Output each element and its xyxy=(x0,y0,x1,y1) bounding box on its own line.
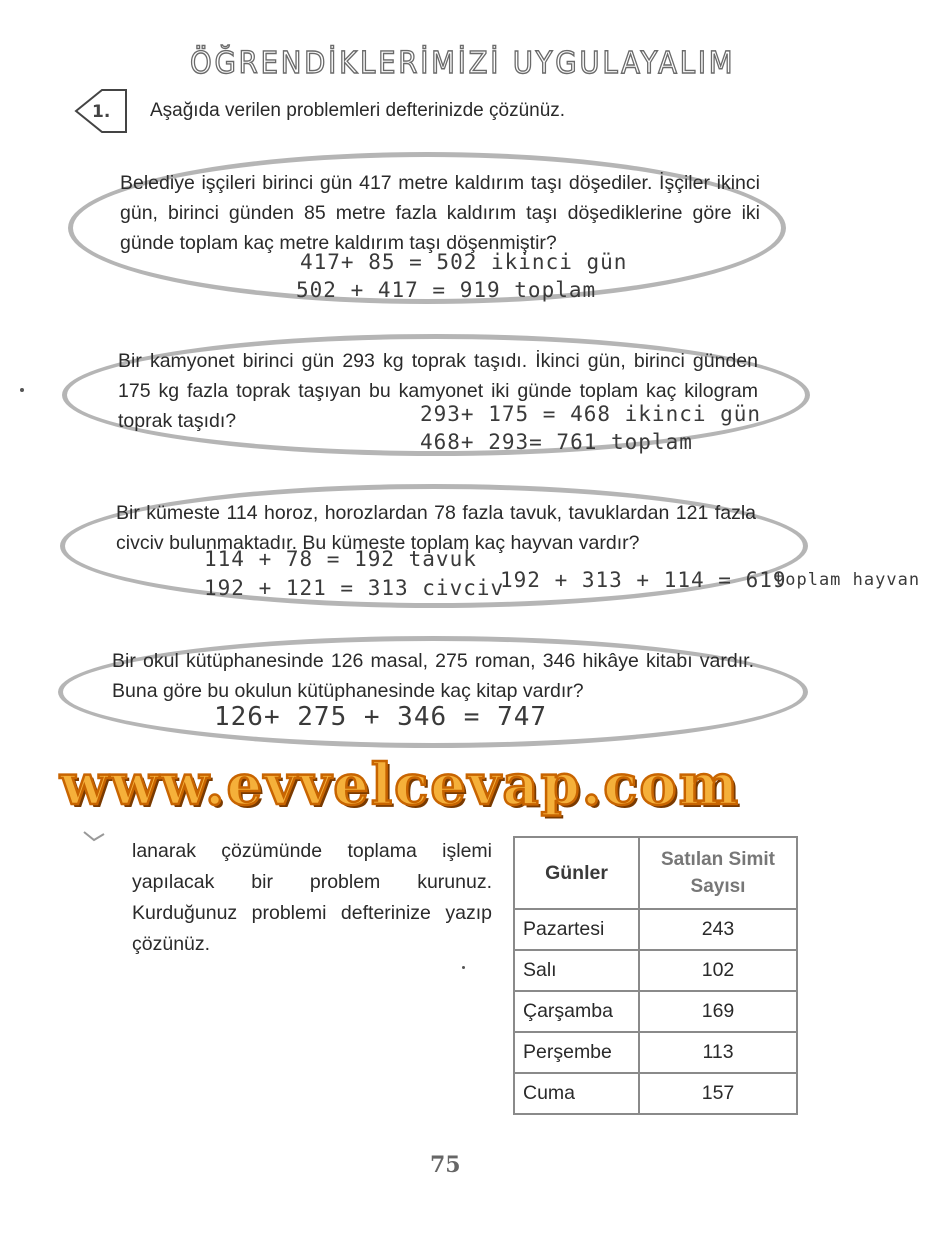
exercise-instruction: Aşağıda verilen problemleri defterinizde çözünüz. xyxy=(150,100,566,121)
handwritten-answer-3b: 192 + 121 = 313 civciv xyxy=(204,576,505,600)
problem-text-1: Belediye işçileri birinci gün 417 metre kaldırım taşı döşediler. İşçiler ikinci gün, birinci günden 85 metre fazla kaldırım taşı döşediklerine göre iki günde toplam kaç metre kaldırım taşı döşenmiştir? xyxy=(120,172,760,254)
table-header-count: Satılan Simit Sayısı xyxy=(639,837,797,909)
arrow-mark-icon xyxy=(82,828,106,844)
problem-text-3: Bir kümeste 114 horoz, horozlardan 78 fazla tavuk, tavuklardan 121 fazla civciv bulunmaktadır. Bu kümeste toplam kaç hayvan vardır? xyxy=(116,502,756,554)
handwritten-answer-1b: 502 + 417 = 919 toplam xyxy=(296,278,597,302)
handwritten-answer-3c: 192 + 313 + 114 = 619 xyxy=(500,568,787,592)
task-text: lanarak çözümünde toplama işlemi yapılacak bir problem kurunuz. Kurduğunuz problemi defterinize yazıp çözünüz. xyxy=(132,840,492,955)
exercise-number: 1. xyxy=(92,102,111,122)
simit-sales-table xyxy=(513,836,798,1115)
handwritten-answer-2a: 293+ 175 = 468 ikinci gün xyxy=(420,402,762,426)
table-cell-day: Perşembe xyxy=(514,1032,639,1073)
watermark-text: www.evvelcevap.com xyxy=(60,752,740,818)
problem-text-2: Bir kamyonet birinci gün 293 kg toprak taşıdı. İkinci gün, birinci günden 175 kg fazla toprak taşıyan bu kamyonet iki günde toplam kaç kilogram toprak taşıdı? xyxy=(118,350,758,432)
handwritten-answer-3d: toplam hayvan xyxy=(774,570,921,590)
table-header-days: Günler xyxy=(514,837,639,909)
scan-dot xyxy=(20,388,24,392)
table-cell-day: Salı xyxy=(514,950,639,991)
table-cell-value: 169 xyxy=(639,991,797,1032)
table-cell-value: 243 xyxy=(639,909,797,950)
table-cell-value: 102 xyxy=(639,950,797,991)
table-row xyxy=(514,950,797,991)
problem-text-4: Bir okul kütüphanesinde 126 masal, 275 roman, 346 hikâye kitabı vardır. Buna göre bu okulun kütüphanesinde kaç kitap vardır? xyxy=(112,650,754,702)
table-cell-value: 157 xyxy=(639,1073,797,1114)
exercise-number-badge xyxy=(70,86,150,136)
handwritten-answer-4: 126+ 275 + 346 = 747 xyxy=(214,702,548,732)
table-cell-day: Pazartesi xyxy=(514,909,639,950)
table-row xyxy=(514,909,797,950)
handwritten-answer-2b: 468+ 293= 761 toplam xyxy=(420,430,693,454)
handwritten-answer-1a: 417+ 85 = 502 ikinci gün xyxy=(300,250,628,274)
table-cell-value: 113 xyxy=(639,1032,797,1073)
table-row xyxy=(514,1073,797,1114)
table-row xyxy=(514,1032,797,1073)
table-header-row xyxy=(514,837,797,909)
table-row xyxy=(514,991,797,1032)
section-heading: ÖĞRENDİKLERİMİZİ UYGULAYALIM xyxy=(190,46,736,81)
handwritten-answer-3a: 114 + 78 = 192 tavuk xyxy=(204,547,477,571)
scan-dot xyxy=(462,966,465,969)
table-cell-day: Çarşamba xyxy=(514,991,639,1032)
table-cell-day: Cuma xyxy=(514,1073,639,1114)
page-number: 75 xyxy=(430,1152,461,1178)
